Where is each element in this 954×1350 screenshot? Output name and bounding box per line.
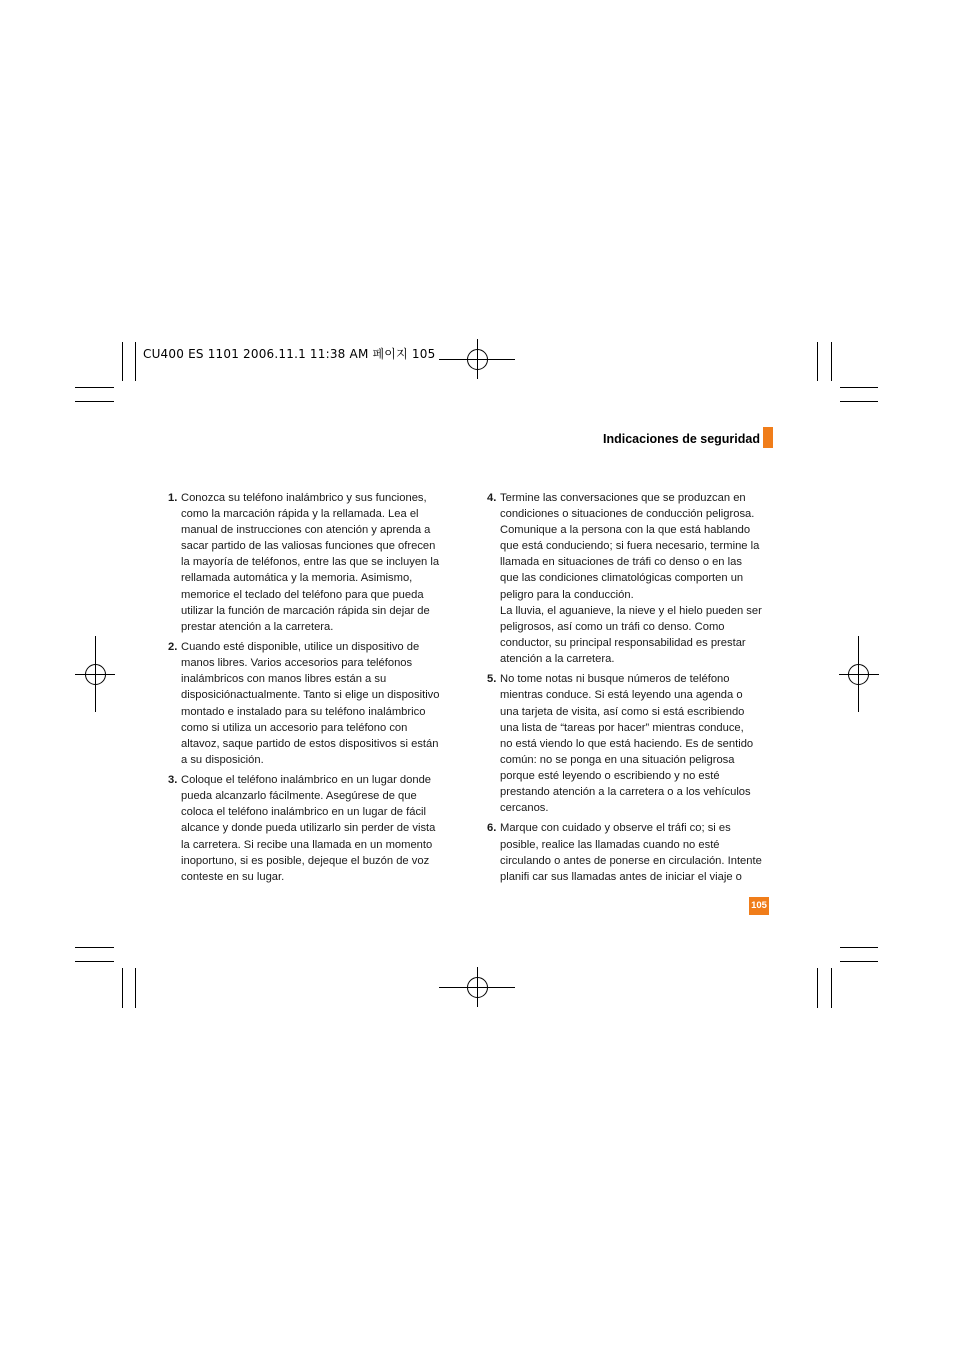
left-column xyxy=(168,490,455,889)
item-text-line: que las condiciones climatológicas comporten un xyxy=(500,572,744,585)
item-text-line: memorice el teclado del teléfono para que pueda xyxy=(181,588,424,601)
item-text-line: disposiciónactualmente. Tanto si elige un dispositivo xyxy=(181,689,440,702)
item-text-line: prestando atención a la carretera o a los vehículos xyxy=(500,785,751,798)
crop-mark xyxy=(122,968,123,1008)
item-text-line: peligrosos, así como un tráfi co denso. Como xyxy=(500,620,725,633)
item-text-line: circulando o antes de ponerse en circulación. Intente xyxy=(500,854,762,867)
item-text-line: Conozca su teléfono inalámbrico y sus funciones, xyxy=(181,492,427,504)
item-text-line: una lista de “tareas por hacer” mientras conduce, xyxy=(500,721,744,734)
crop-mark xyxy=(831,968,832,1008)
item-text-line: Termine las conversaciones que se produzcan en xyxy=(500,492,746,504)
item-number: 6. xyxy=(487,822,497,835)
item-text-line: montado e instalado para su teléfono inalámbrico xyxy=(181,705,426,718)
item-text-line: no está viendo lo que está haciendo. Es de sentido xyxy=(500,737,754,750)
crop-mark xyxy=(840,401,878,402)
item-text-line: prestar atención a la carretera. xyxy=(181,620,334,633)
item-text-line: porque esté leyendo o escribiendo y no esté xyxy=(500,769,720,782)
item-text-line: condiciones o situaciones de conducción peligrosa. xyxy=(500,508,755,521)
item-text-line: inoportuno, si es posible, dejeque el buzón de voz xyxy=(181,854,430,867)
item-text-line: que está conduciendo; si fuera necesario, termine la xyxy=(500,540,760,553)
crop-mark xyxy=(840,947,878,948)
item-text-line: posible, realice las llamadas cuando no esté xyxy=(500,838,720,851)
item-text-line: manual de instrucciones con atención y aprenda a xyxy=(181,524,431,537)
item-text-line: sacar partido de las valiosas funciones que ofrecen xyxy=(181,540,436,553)
right-column xyxy=(487,490,776,889)
item-number: 4. xyxy=(487,492,497,504)
crop-mark xyxy=(817,968,818,1008)
list-item xyxy=(168,772,455,885)
item-text-line: la mayoría de teléfonos, entre las que se incluyen la xyxy=(181,556,440,569)
section-tab-marker xyxy=(763,427,773,448)
item-text-line: alcance y donde pueda utilizarlo sin perder de vista xyxy=(181,822,436,835)
item-number: 2. xyxy=(168,641,178,654)
item-text-line: atención a la carretera. xyxy=(500,652,615,665)
crop-mark xyxy=(135,342,136,381)
crop-mark xyxy=(75,401,114,402)
item-text-line: rellamada automática y la memoria. Asimismo, xyxy=(181,572,413,585)
crop-mark xyxy=(831,342,832,381)
list-item xyxy=(168,639,455,768)
list-item xyxy=(168,490,455,635)
item-text-line: Marque con cuidado y observe el tráfi co; si es xyxy=(500,822,731,835)
item-number: 5. xyxy=(487,673,497,686)
item-text-line: mientras conduce. Si está leyendo una agenda o xyxy=(500,689,743,702)
item-text-line: llamada en situaciones de tráfi co denso o en las xyxy=(500,556,742,569)
crop-mark xyxy=(122,342,123,381)
item-text-line: pueda alcanzarlo fácilmente. Asegúrese de que xyxy=(181,790,417,803)
crop-mark xyxy=(75,387,114,388)
item-text-line: peligro para la conducción. xyxy=(500,588,634,601)
item-text-line: Cuando esté disponible, utilice un dispositivo de xyxy=(181,641,420,654)
item-text-line: la carretera. Si recibe una llamada en un momento xyxy=(181,838,433,851)
item-text-line: altavoz, saque partido de estos dispositivos si están xyxy=(181,737,439,750)
section-title: Indicaciones de seguridad xyxy=(603,432,760,446)
item-text-line: común: no se ponga en una situación peligrosa xyxy=(500,753,735,766)
item-text-line: a su disposición. xyxy=(181,753,264,766)
crop-mark xyxy=(135,968,136,1008)
page-number: 105 xyxy=(749,897,769,915)
list-item xyxy=(487,820,776,884)
item-text-line: cercanos. xyxy=(500,802,549,815)
list-item xyxy=(487,490,776,667)
item-text-line: como si utiliza un accesorio para teléfono con xyxy=(181,721,408,734)
item-text-line: La lluvia, el aguanieve, la nieve y el hielo pueden ser xyxy=(500,604,762,617)
crop-mark xyxy=(75,947,114,948)
crop-mark xyxy=(840,387,878,388)
item-text-line: conteste en su lugar. xyxy=(181,870,285,883)
item-text-line: una tarjeta de visita, así como si está escribiendo xyxy=(500,705,745,718)
item-text-line: inalámbricos con manos libres están a su xyxy=(181,673,387,686)
printer-slug: CU400 ES 1101 2006.11.1 11:38 AM 페이지 105 xyxy=(143,347,436,361)
item-text-line: como la marcación rápida y la rellamada. Lea el xyxy=(181,508,419,521)
item-text-line: planifi car sus llamadas antes de iniciar el viaje o xyxy=(500,870,742,883)
item-text-line: coloca el teléfono inalámbrico en un lugar de fácil xyxy=(181,806,427,819)
item-text-line: Coloque el teléfono inalámbrico en un lugar donde xyxy=(181,774,432,787)
item-text-line: manos libres. Varios accesorios para teléfonos xyxy=(181,657,413,670)
item-number: 3. xyxy=(168,774,178,787)
item-text-line: No tome notas ni busque números de teléfono xyxy=(500,673,730,686)
crop-mark xyxy=(817,342,818,381)
crop-mark xyxy=(75,961,114,962)
item-text-line: conductor, su principal responsabilidad es prestar xyxy=(500,636,746,649)
list-item xyxy=(487,671,776,816)
item-text-line: Comunique a la persona con la que está hablando xyxy=(500,524,751,537)
item-text-line: utilizar la función de marcación rápida sin dejar de xyxy=(181,604,430,617)
item-number: 1. xyxy=(168,492,178,504)
crop-mark xyxy=(840,961,878,962)
